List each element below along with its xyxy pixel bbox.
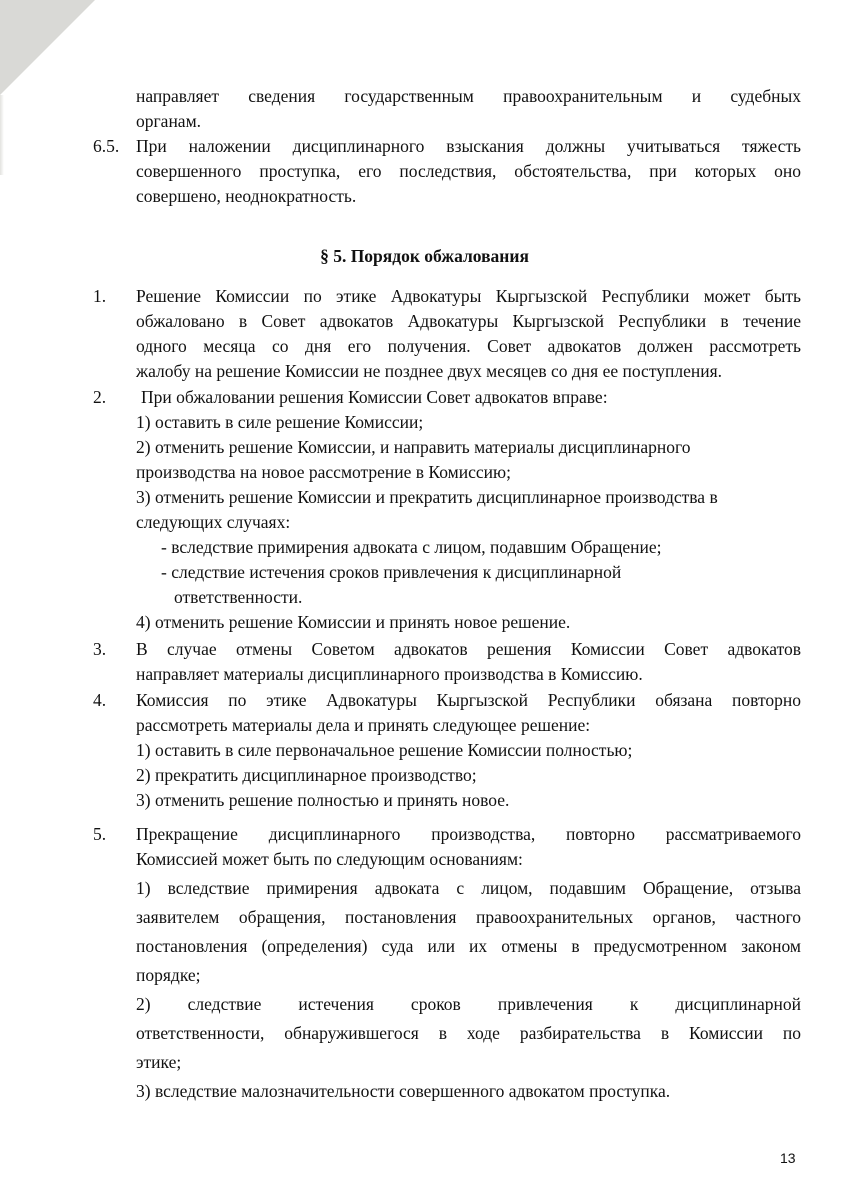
text-line: одного месяца со дня его получения. Совет адвокатов должен рассмотреть bbox=[136, 336, 801, 356]
item-number: 5. bbox=[93, 824, 107, 844]
list-item: 4) отменить решение Комиссии и принять новое решение. bbox=[136, 612, 571, 632]
text-line: ответственности, обнаружившегося в ходе разбирательства в Комиссии по bbox=[136, 1023, 801, 1043]
text-line: этике; bbox=[136, 1052, 182, 1072]
text-line: жалобу на решение Комиссии не позднее двух месяцев со дня ее поступления. bbox=[136, 361, 723, 381]
item-number: 4. bbox=[93, 690, 107, 710]
text-line: заявителем обращения, постановления правоохранительных органов, частного bbox=[136, 907, 801, 927]
text-line: постановления (определения) суда или их отмены в предусмотренном законом bbox=[136, 936, 801, 956]
list-item: 1) оставить в силе решение Комиссии; bbox=[136, 412, 424, 432]
item-number: 1. bbox=[93, 286, 107, 306]
list-item: 1) вследствие примирения адвоката с лицом, подавшим Обращение, отзыва bbox=[136, 878, 801, 898]
item-number: 6.5. bbox=[93, 136, 120, 156]
item-3-paragraph bbox=[136, 637, 801, 687]
list-item: 3) вследствие малозначительности совершенного адвокатом проступка. bbox=[136, 1081, 671, 1101]
text-line: рассмотреть материалы дела и принять следующее решение: bbox=[136, 715, 591, 735]
text-line: обжаловано в Совет адвокатов Адвокатуры Кыргызской Республики в течение bbox=[136, 311, 801, 331]
item-5-paragraph bbox=[136, 822, 801, 1104]
text-line: При обжаловании решения Комиссии Совет адвокатов вправе: bbox=[141, 387, 608, 407]
sub-list-item: - вследствие примирения адвоката с лицом, подавшим Обращение; bbox=[161, 537, 662, 557]
intro-paragraph bbox=[136, 84, 801, 134]
list-item: 2) прекратить дисциплинарное производство; bbox=[136, 765, 477, 785]
sub-list-item: ответственности. bbox=[174, 587, 303, 607]
list-item: 2) следствие истечения сроков привлечения к дисциплинарной bbox=[136, 994, 801, 1014]
item-1-paragraph bbox=[136, 284, 801, 384]
page-number: 13 bbox=[780, 1150, 796, 1166]
item-6-5-paragraph bbox=[136, 134, 801, 209]
text-line: порядке; bbox=[136, 965, 201, 985]
text-line: Прекращение дисциплинарного производства, повторно рассматриваемого bbox=[136, 824, 801, 844]
list-item: 3) отменить решение Комиссии и прекратить дисциплинарное производства в bbox=[136, 487, 718, 507]
item-number: 3. bbox=[93, 639, 107, 659]
item-4-paragraph bbox=[136, 688, 801, 813]
text-line: органам. bbox=[136, 111, 202, 131]
list-item: следующих случаях: bbox=[136, 512, 291, 532]
text-line: совершено, неоднократность. bbox=[136, 186, 357, 206]
text-line: Комиссией может быть по следующим основаниям: bbox=[136, 849, 523, 869]
list-item: производства на новое рассмотрение в Комиссию; bbox=[136, 462, 511, 482]
item-2-paragraph bbox=[136, 385, 801, 635]
text-line: направляет материалы дисциплинарного производства в Комиссию. bbox=[136, 664, 643, 684]
sub-list-item: - следствие истечения сроков привлечения к дисциплинарной bbox=[161, 562, 622, 582]
text-line: направляет сведения государственным правоохранительным и судебных bbox=[136, 86, 801, 106]
list-item: 3) отменить решение полностью и принять новое. bbox=[136, 790, 510, 810]
text-line: совершенного проступка, его последствия, обстоятельства, при которых оно bbox=[136, 161, 801, 181]
text-line: В случае отмены Советом адвокатов решения Комиссии Совет адвокатов bbox=[136, 639, 801, 659]
text-line: При наложении дисциплинарного взыскания должны учитываться тяжесть bbox=[136, 136, 801, 156]
list-item: 1) оставить в силе первоначальное решение Комиссии полностью; bbox=[136, 740, 633, 760]
item-number: 2. bbox=[93, 387, 107, 407]
text-line: Решение Комиссии по этике Адвокатуры Кыргызской Республики может быть bbox=[136, 286, 801, 306]
text-line: Комиссия по этике Адвокатуры Кыргызской Республики обязана повторно bbox=[136, 690, 801, 710]
section-heading: § 5. Порядок обжалования bbox=[320, 246, 529, 266]
list-item: 2) отменить решение Комиссии, и направить материалы дисциплинарного bbox=[136, 437, 691, 457]
